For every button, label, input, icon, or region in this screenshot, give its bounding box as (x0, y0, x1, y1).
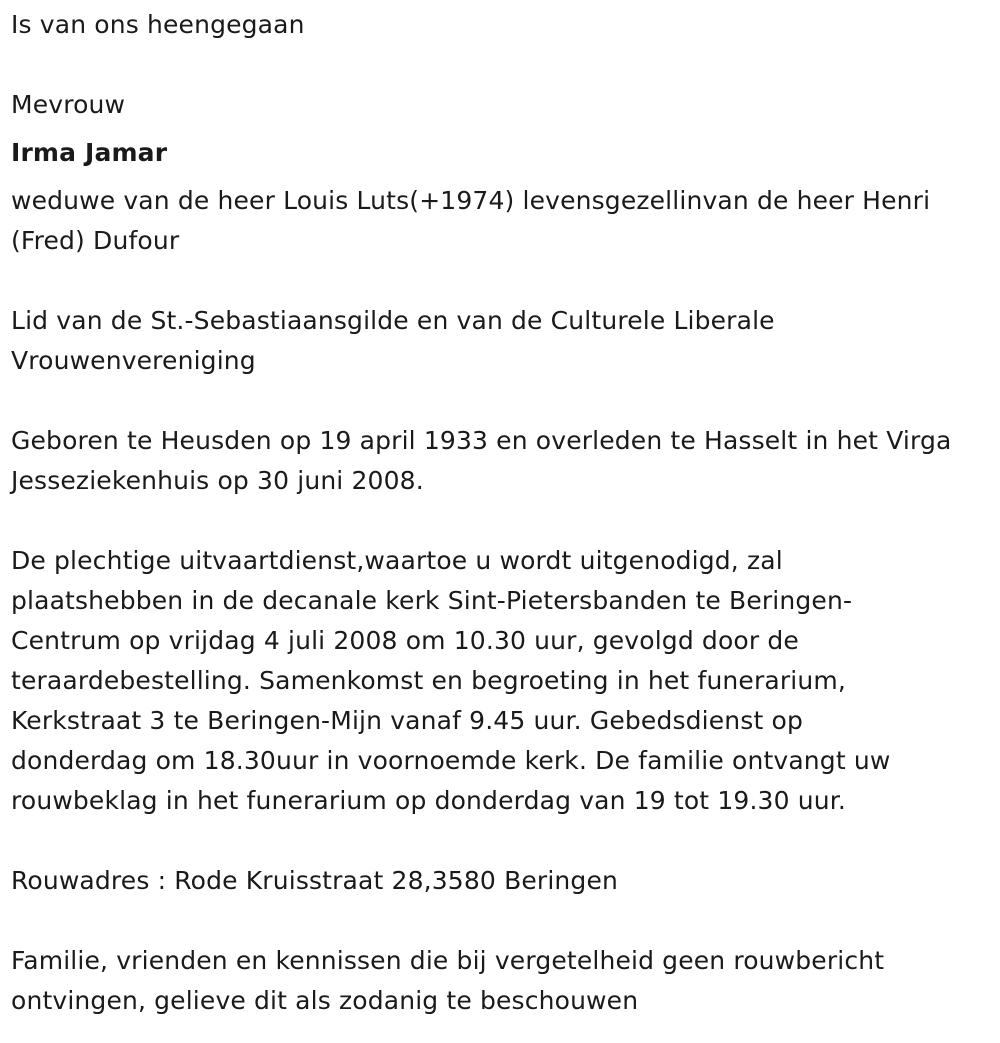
notice-line: Familie, vrienden en kennissen die bij vergetelheid geen rouwbericht (11, 946, 885, 975)
spacer (11, 45, 990, 85)
service-line: Kerkstraat 3 te Beringen-Mijn vanaf 9.45 uur. Gebedsdienst op (11, 706, 803, 735)
salutation: Mevrouw (11, 90, 126, 119)
birth-death-line: Jesseziekenhuis op 30 juni 2008. (11, 466, 424, 495)
spacer (11, 501, 990, 541)
service-line: donderdag om 18.30uur in voornoemde kerk. De familie ontvangt uw (11, 746, 891, 775)
membership-paragraph (11, 301, 990, 381)
relation-paragraph (11, 181, 990, 261)
service-paragraph (11, 541, 990, 821)
spacer (11, 381, 990, 421)
birth-death-line: Geboren te Heusden op 19 april 1933 en overleden te Hasselt in het Virga (11, 426, 952, 455)
service-line: Centrum op vrijdag 4 juli 2008 om 10.30 uur, gevolgd door de (11, 626, 799, 655)
birth-death-paragraph (11, 421, 990, 501)
service-line: teraardebestelling. Samenkomst en begroeting in het funerarium, (11, 666, 846, 695)
service-line: rouwbeklag in het funerarium op donderdag van 19 tot 19.30 uur. (11, 786, 846, 815)
service-line: plaatshebben in de decanale kerk Sint-Pietersbanden te Beringen- (11, 586, 853, 615)
spacer (11, 901, 990, 941)
relation-line: weduwe van de heer Louis Luts(+1974) levensgezellinvan de heer Henri (11, 186, 931, 215)
spacer (11, 261, 990, 301)
mourning-address: Rouwadres : Rode Kruisstraat 28,3580 Beringen (11, 866, 618, 895)
notice-line: ontvingen, gelieve dit als zodanig te beschouwen (11, 986, 639, 1015)
intro-text: Is van ons heengegaan (11, 10, 305, 39)
relation-line: (Fred) Dufour (11, 226, 180, 255)
spacer (11, 821, 990, 861)
notice-paragraph (11, 941, 990, 1021)
deceased-name: Irma Jamar (11, 138, 168, 167)
membership-line: Lid van de St.-Sebastiaansgilde en van de Culturele Liberale (11, 306, 775, 335)
service-line: De plechtige uitvaartdienst,waartoe u wordt uitgenodigd, zal (11, 546, 783, 575)
membership-line: Vrouwenvereniging (11, 346, 256, 375)
obituary-document (0, 5, 990, 1021)
